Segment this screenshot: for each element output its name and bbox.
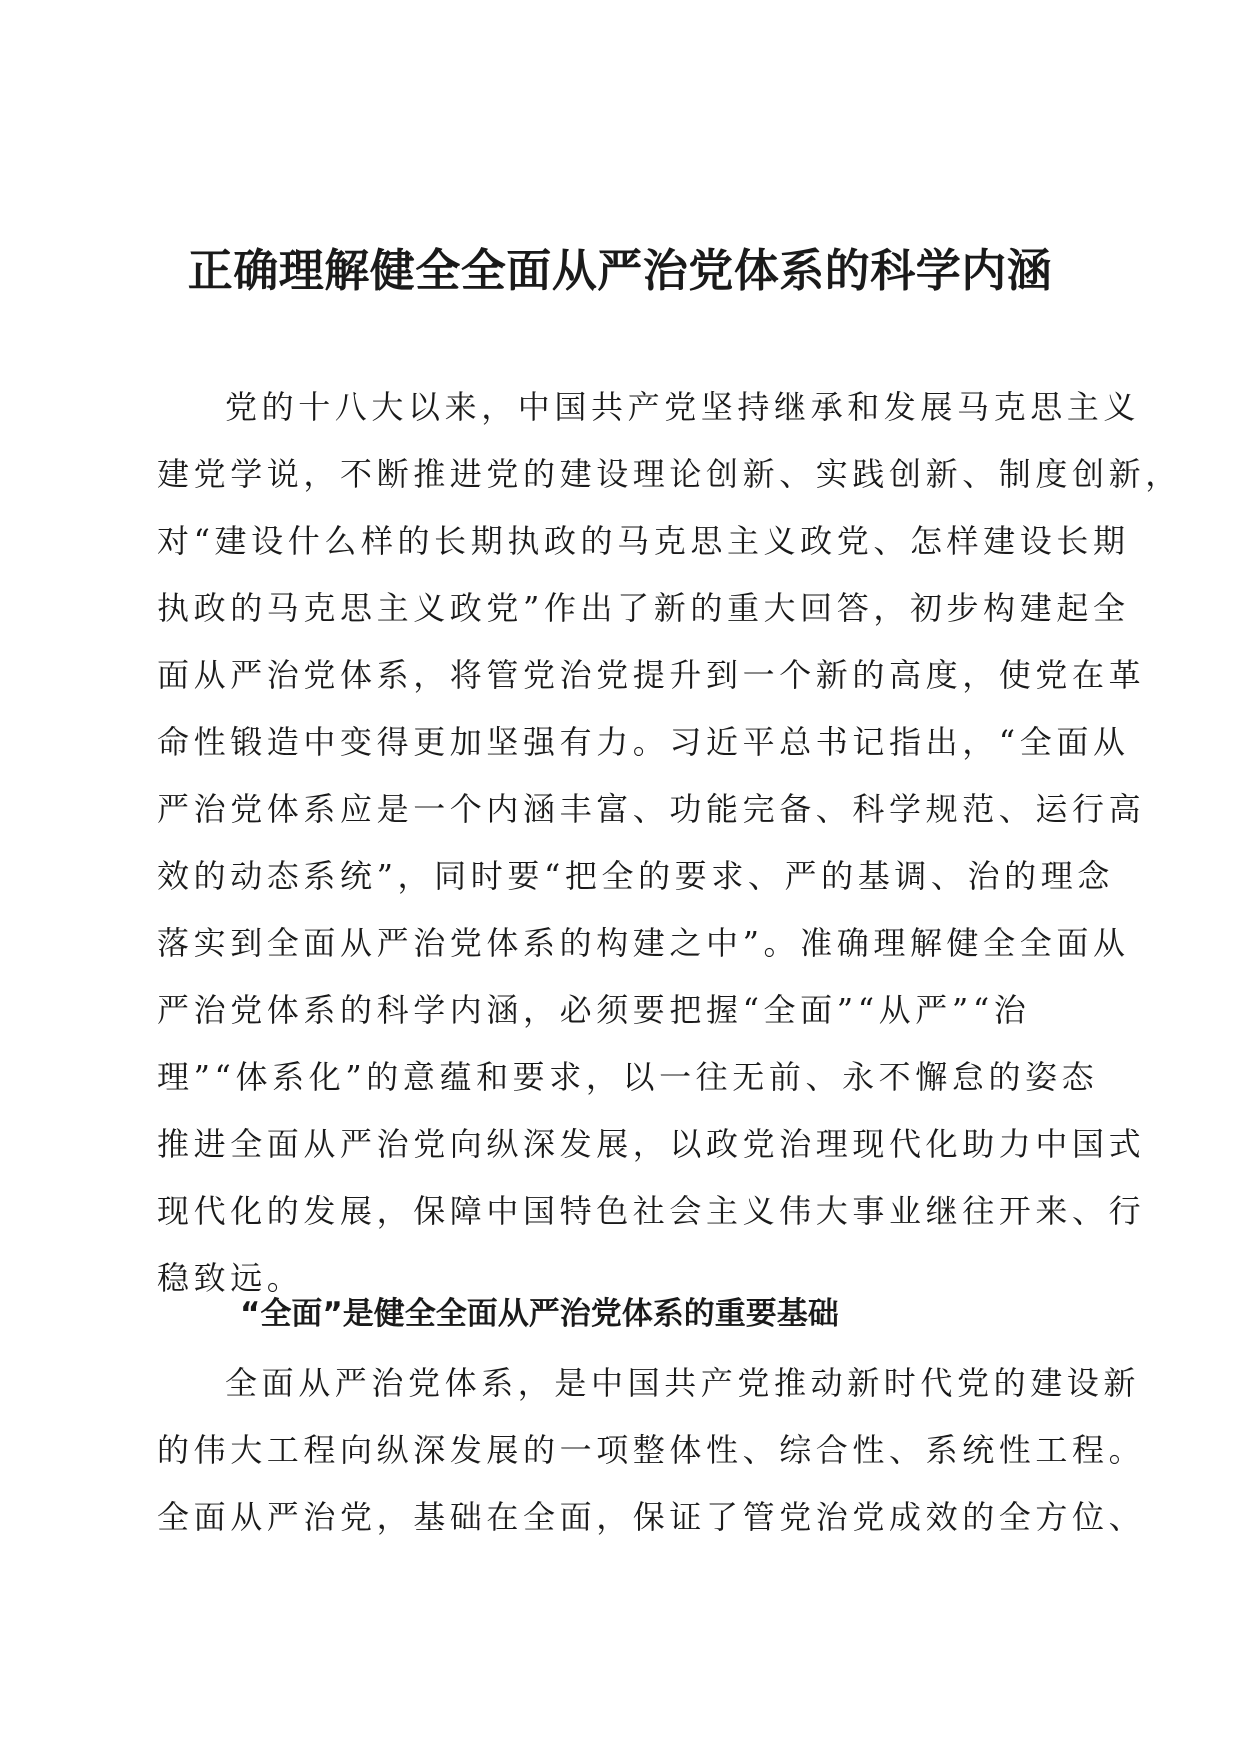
paragraph-line: 全面从严治党体系，是中国共产党推动新时代党的建设新: [225, 1364, 1141, 1402]
paragraph-line: 对“建设什么样的长期执政的马克思主义政党、怎样建设长期: [157, 522, 1130, 560]
paragraph-line: 全面从严治党，基础在全面，保证了管党治党成效的全方位、: [157, 1498, 1146, 1536]
section-subheading: “全面”是健全全面从严治党体系的重要基础: [240, 1296, 839, 1332]
paragraph-line: 现代化的发展，保障中国特色社会主义伟大事业继往开来、行: [157, 1192, 1146, 1230]
paragraph-line: 严治党体系的科学内涵，必须要把握“全面”“从严”“治: [157, 991, 1031, 1029]
paragraph-line: 理”“体系化”的意蕴和要求，以一往无前、永不懈怠的姿态: [157, 1058, 1099, 1096]
paragraph-line: 推进全面从严治党向纵深发展，以政党治理现代化助力中国式: [157, 1125, 1146, 1163]
paragraph-line: 的伟大工程向纵深发展的一项整体性、综合性、系统性工程。: [157, 1431, 1146, 1469]
paragraph-section-one: [157, 1350, 1146, 1551]
document-title: 正确理解健全全面从严治党体系的科学内涵: [187, 244, 1053, 297]
paragraph-intro: [157, 374, 1182, 1312]
paragraph-line: 落实到全面从严治党体系的构建之中”。准确理解健全全面从: [157, 924, 1130, 962]
paragraph-line: 命性锻造中变得更加坚强有力。习近平总书记指出，“全面从: [157, 723, 1130, 761]
paragraph-line: 执政的马克思主义政党”作出了新的重大回答，初步构建起全: [157, 589, 1130, 627]
paragraph-line: 党的十八大以来，中国共产党坚持继承和发展马克思主义: [225, 388, 1141, 426]
paragraph-line: 效的动态系统”，同时要“把全的要求、严的基调、治的理念: [157, 857, 1114, 895]
paragraph-line: 建党学说，不断推进党的建设理论创新、实践创新、制度创新，: [157, 455, 1182, 493]
paragraph-line: 稳致远。: [157, 1259, 304, 1297]
paragraph-line: 面从严治党体系，将管党治党提升到一个新的高度，使党在革: [157, 656, 1146, 694]
paragraph-line: 严治党体系应是一个内涵丰富、功能完备、科学规范、运行高: [157, 790, 1146, 828]
